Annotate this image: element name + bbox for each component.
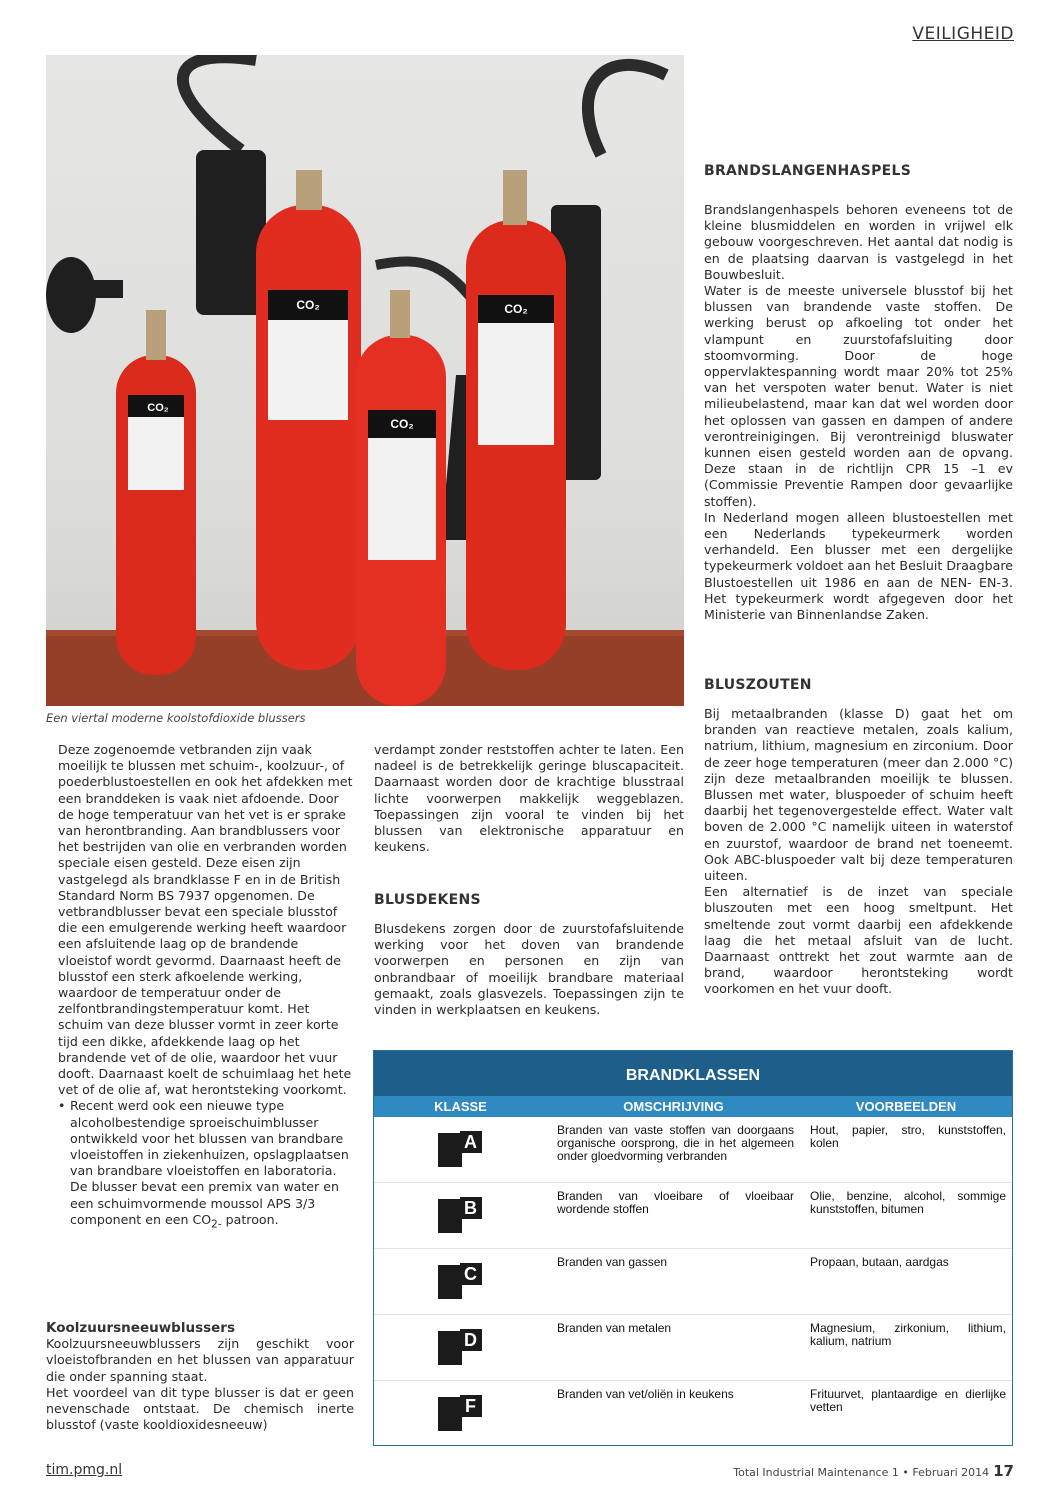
voorbeelden-cell: Frituurvet, plantaardige en dierlijke vetten: [810, 1387, 1006, 1414]
klasse-cell: [374, 1117, 547, 1182]
footer-site-link[interactable]: tim.pmg.nl: [46, 1462, 123, 1478]
heading-bluszouten: BLUSZOUTEN: [704, 677, 812, 693]
omschrijving-cell: Branden van vloeibare of vloeibaar wordende stoffen: [557, 1189, 794, 1216]
header-omschrijving: OMSCHRIJVING: [623, 1099, 724, 1114]
omschrijving-cell: Branden van vet/oliën in keukens: [557, 1387, 734, 1401]
footer-publication: [733, 1462, 1014, 1480]
klasse-cell: [374, 1183, 547, 1248]
label-co2: CO₂: [147, 402, 169, 414]
right-paragraph-5: Een alternatief is de inzet van speciale bluszouten met een hoog smeltpunt. Het smeltende zout vormt daarbij een afdekkende laag die het metaal afsluit van de lucht. Daarnaast onttrekt het zout warmte aan de brand, waardoor herontsteking wordt voorkomen en het vuur dooft.: [704, 884, 1013, 997]
brandklassen-table: [373, 1050, 1013, 1446]
class-letter: F: [460, 1395, 482, 1417]
middle-column-lower: [374, 921, 684, 1018]
label-co2: CO₂: [390, 417, 414, 431]
class-letter: A: [460, 1131, 482, 1153]
heading-koolzuursneeuwblussers: Koolzuursneeuwblussers: [46, 1320, 235, 1336]
voorbeelden-cell: Magnesium, zirkonium, lithium, kalium, natrium: [810, 1321, 1006, 1348]
fire-class-a-icon: [438, 1129, 484, 1171]
fire-class-d-icon: [438, 1327, 484, 1369]
class-letter: B: [460, 1197, 482, 1219]
klasse-cell: [374, 1315, 547, 1380]
bullet-text: Recent werd ook een nieuwe type alcoholbestendige sproeischuimblusser ontwikkeld voor het blussen van brandbare vloeistoffen in ziekenhuizen, opslagplaatsen van brandbare vloeistoffen en laboratoria. De blusser bevat een premix van water en een schuimvormende moussol APS 3/3 component en een CO: [70, 1098, 349, 1227]
omschrijving-cell: Branden van metalen: [557, 1321, 672, 1335]
right-paragraph-2: Water is de meeste universele blusstof bij het blussen van brandende vaste stoffen. De werking berust op afkoeling tot onder het vlampunt en zuurstofafsluiting door stoomvorming. Door de hoge oppervlaktespanning wordt maar 20% tot 25% van het verspoten water benut. Water is niet milieubelastend, maar kan dat wel worden door het oplossen van gassen en dampen of andere verontreinigingen. Bij verontreinigd bluswater kunnen eisen gesteld worden aan de opvang. Deze staan in de richtlijn CPR 15 –1 ev (Commissie Preventie Rampen door gevaarlijke stoffen).: [704, 283, 1013, 509]
photo-caption: Een viertal moderne koolstofdioxide blussers: [46, 711, 306, 725]
class-letter: C: [460, 1263, 482, 1285]
bullet-item: [70, 1098, 354, 1232]
fire-class-f-icon: [438, 1393, 484, 1435]
table-row: [374, 1117, 1012, 1183]
left-paragraph-1: Deze zogenoemde vetbranden zijn vaak moeilijk te blussen met schuim-, koolzuur-, of poederblustoestellen en ook het afdekken met een branddeken is vaak niet afdoende. Door de hoge temperatuur van het vet is er sprake van herontbranding. Aan brandblussers voor het bestrijden van olie en verbranden worden speciale eisen gesteld. Deze eisen zijn vastgelegd als brandklasse F en in de British Standard Norm BS 7937 opgenomen. De vetbrandblusser bevat een speciale blusstof die een emulgerende werking heeft waardoor een afsluitende laag op de brandende vloeistof wordt gevormd. Daarnaast heeft de blusstof een sterk afkoelende werking, waardoor de temperatuur onder de zelfontbrandingstemperatuur komt. Het schuim van deze blusser vormt in zeer korte tijd een dikke, afdekkende laag op het brandende vet of de olie, waardoor het vuur dooft. Daarnaast koelt de schuimlaag het hete vet of de olie af, wat herontsteking voorkomt.: [58, 742, 353, 1098]
right-paragraph-1: Brandslangenhaspels behoren eveneens tot de kleine blusmiddelen en worden in vrijwel elk gebouw voorgeschreven. Het aantal dat nodig is en de plaatsing daarvan is vastgelegd in het Bouwbesluit.: [704, 202, 1013, 282]
klasse-cell: [374, 1249, 547, 1314]
burning-metal-icon: [438, 1331, 462, 1365]
left-paragraph-3: Het voordeel van dit type blusser is dat er geen nevenschade ontstaat. De chemisch inerte blusstof (vaste kooldioxidesneeuw): [46, 1384, 354, 1433]
middle-column: [374, 742, 684, 855]
extinguisher-illustration: [46, 55, 684, 706]
label-co2: CO₂: [296, 298, 320, 312]
label-co2: CO₂: [504, 302, 528, 316]
bullet-subscript: 2-: [211, 1218, 222, 1231]
burning-solid-icon: [438, 1133, 462, 1167]
table-row: [374, 1249, 1012, 1315]
bullet-end: patroon.: [221, 1211, 279, 1227]
heading-blusdekens: BLUSDEKENS: [374, 892, 481, 908]
left-column: [58, 742, 354, 1233]
left-paragraph-2: Koolzuursneeuwblussers zijn geschikt voor vloeistofbranden en het blussen van apparatuur die onder spanning staat.: [46, 1336, 354, 1384]
right-paragraph-4: Bij metaalbranden (klasse D) gaat het om branden van reactieve metalen, zoals kalium, natrium, lithium, magnesium en zirconium. Door de zeer hoge temperaturen (meer dan 2.000 °C) zijn deze metaalbranden moeilijk te blussen. Blussen met water, bluspoeder of schuim heeft daarbij het tegenovergestelde effect. Water valt boven de 2.000 °C namelijk uiteen in waterstof en zuurstof, waardoor de brand net toeneemt. Ook ABC-bluspoeder valt bij deze temperaturen uiteen.: [704, 706, 1013, 884]
right-column-lower: [704, 706, 1013, 998]
fire-class-c-icon: [438, 1261, 484, 1303]
omschrijving-cell: Branden van gassen: [557, 1255, 668, 1269]
right-column-upper: [704, 202, 1013, 623]
table-row: [374, 1381, 1012, 1446]
burning-pan-icon: [438, 1397, 462, 1431]
table-row: [374, 1315, 1012, 1381]
fire-class-b-icon: [438, 1195, 484, 1237]
middle-paragraph-2: Blusdekens zorgen door de zuurstofafsluitende werking voor het doven van brandende voorwerpen en personen en zijn van onbrandbaar of moeilijk brandbare materiaal gemaakt, zoals glasvezels. Toepassingen zijn te vinden in werkplaatsen en keukens.: [374, 921, 684, 1018]
omschrijving-cell: Branden van vaste stoffen van doorgaans organische oorsprong, die in het algemeen onder gloedvorming verbranden: [557, 1123, 794, 1163]
page-number: 17: [993, 1462, 1014, 1480]
burning-gas-icon: [438, 1265, 462, 1299]
extinguisher-photo: [46, 55, 684, 706]
right-paragraph-3: In Nederland mogen alleen blustoestellen met een Nederlands typekeurmerk worden verhandeld. Een blusser met een dergelijke typekeurmerk voldoet aan het Besluit Draagbare Blustoestellen uit 1986 en aan de NEN- EN-3. Het typekeurmerk wordt afgegeven door het Ministerie van Binnenlandse Zaken.: [704, 509, 1013, 623]
middle-paragraph-1: verdampt zonder reststoffen achter te laten. Een nadeel is de betrekkelijk geringe bluscapaciteit. Daarnaast worden door de krachtige blusstraal lichte voorwerpen makkelijk weggeblazen. Toepassingen zijn vooral te vinden bij het blussen van elektronische apparatuur en keukens.: [374, 742, 684, 855]
voorbeelden-cell: Hout, papier, stro, kunststoffen, kolen: [810, 1123, 1006, 1150]
heading-brandslangenhaspels: BRANDSLANGENHASPELS: [704, 163, 912, 179]
left-column-lower: [46, 1320, 354, 1433]
header-voorbeelden: VOORBEELDEN: [855, 1099, 957, 1114]
voorbeelden-cell: Olie, benzine, alcohol, sommige kunststoffen, bitumen: [810, 1189, 1006, 1216]
table-title: BRANDKLASSEN: [374, 1051, 1012, 1096]
bullet-list: [58, 1098, 354, 1232]
header-klasse: KLASSE: [434, 1099, 487, 1114]
klasse-cell: [374, 1381, 547, 1446]
table-header: [374, 1096, 1012, 1117]
class-letter: D: [460, 1329, 482, 1351]
voorbeelden-cell: Propaan, butaan, aardgas: [810, 1255, 949, 1269]
publication-name: Total Industrial Maintenance 1 • Februari 2014: [733, 1466, 990, 1479]
table-row: [374, 1183, 1012, 1249]
section-tag: VEILIGHEID: [912, 24, 1014, 44]
burning-liquid-icon: [438, 1199, 462, 1233]
